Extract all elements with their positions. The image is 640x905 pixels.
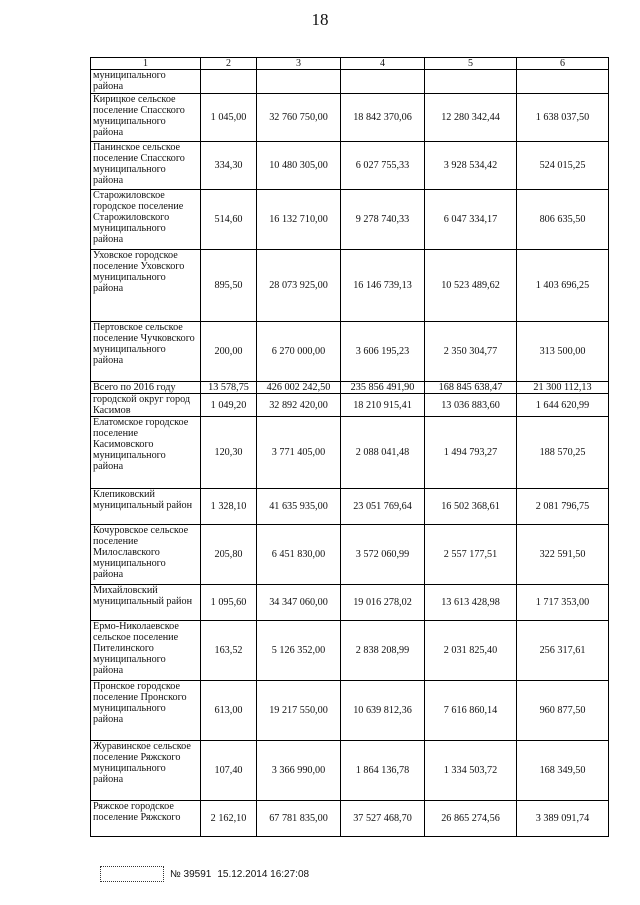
total-amount-cell: 34 347 060,00 [257,585,341,621]
row-name-cell: Журавинское сельское поселение Ряжского муниципального района [91,741,201,801]
area-cell: 205,80 [201,525,257,585]
region-amount-cell: 1 334 503,72 [425,741,517,801]
table-row [91,585,609,621]
area-cell: 334,30 [201,142,257,190]
fund-amount-cell: 3 606 195,23 [341,322,425,382]
region-amount-cell: 12 280 342,44 [425,94,517,142]
fund-amount-cell: 2 838 208,99 [341,621,425,681]
region-amount-cell: 3 928 534,42 [425,142,517,190]
area-cell: 120,30 [201,417,257,489]
local-amount-cell: 21 300 112,13 [517,382,609,394]
total-amount-cell: 426 002 242,50 [257,382,341,394]
row-name-cell: Ряжское городское поселение Ряжского [91,801,201,837]
region-amount-cell: 10 523 489,62 [425,250,517,322]
area-cell: 1 095,60 [201,585,257,621]
row-name-cell: Ермо-Николаевское сельское поселение Пителинского муниципального района [91,621,201,681]
region-amount-cell: 2 031 825,40 [425,621,517,681]
table-row [91,525,609,585]
fund-amount-cell [341,70,425,94]
table-row [91,94,609,142]
area-cell [201,70,257,94]
row-name-cell: Пертовское сельское поселение Чучковского муниципального района [91,322,201,382]
row-name-cell: Старожиловское городское поселение Старожиловского муниципального района [91,190,201,250]
fund-amount-cell: 2 088 041,48 [341,417,425,489]
local-amount-cell: 3 389 091,74 [517,801,609,837]
area-cell: 2 162,10 [201,801,257,837]
table-row [91,621,609,681]
row-name-cell: муниципального района [91,70,201,94]
area-cell: 514,60 [201,190,257,250]
region-amount-cell: 6 047 334,17 [425,190,517,250]
column-header: 6 [517,58,609,70]
table-row [91,142,609,190]
area-cell: 200,00 [201,322,257,382]
row-name-cell: Клепиковский муниципальный район [91,489,201,525]
fund-amount-cell: 3 572 060,99 [341,525,425,585]
total-amount-cell: 3 771 405,00 [257,417,341,489]
local-amount-cell: 1 644 620,99 [517,394,609,417]
local-amount-cell: 2 081 796,75 [517,489,609,525]
table-row [91,190,609,250]
local-amount-cell: 1 403 696,25 [517,250,609,322]
local-amount-cell: 168 349,50 [517,741,609,801]
registry-stamp-logo [100,866,164,882]
total-amount-cell: 16 132 710,00 [257,190,341,250]
total-amount-cell: 41 635 935,00 [257,489,341,525]
column-header: 5 [425,58,517,70]
total-amount-cell: 6 451 830,00 [257,525,341,585]
total-amount-cell: 19 217 550,00 [257,681,341,741]
local-amount-cell: 1 638 037,50 [517,94,609,142]
region-amount-cell: 13 036 883,60 [425,394,517,417]
area-cell: 1 328,10 [201,489,257,525]
region-amount-cell: 13 613 428,98 [425,585,517,621]
table-row [91,70,609,94]
region-amount-cell: 7 616 860,14 [425,681,517,741]
page-number: 18 [311,10,329,29]
fund-amount-cell: 19 016 278,02 [341,585,425,621]
local-amount-cell: 188 570,25 [517,417,609,489]
table-row [91,394,609,417]
local-amount-cell: 806 635,50 [517,190,609,250]
area-cell: 613,00 [201,681,257,741]
document-timestamp: 15.12.2014 16:27:08 [217,868,310,880]
local-amount-cell: 960 877,50 [517,681,609,741]
region-amount-cell: 2 557 177,51 [425,525,517,585]
row-name-cell: Михайловский муниципальный район [91,585,201,621]
fund-amount-cell: 23 051 769,64 [341,489,425,525]
row-name-cell: городской округ город Касимов [91,394,201,417]
area-cell: 895,50 [201,250,257,322]
region-amount-cell: 2 350 304,77 [425,322,517,382]
column-header: 2 [201,58,257,70]
total-amount-cell: 67 781 835,00 [257,801,341,837]
total-amount-cell: 32 760 750,00 [257,94,341,142]
row-name-cell: Всего по 2016 году [91,382,201,394]
fund-amount-cell: 18 842 370,06 [341,94,425,142]
table-row [91,681,609,741]
fund-amount-cell: 18 210 915,41 [341,394,425,417]
table-row [91,382,609,394]
fund-amount-cell: 6 027 755,33 [341,142,425,190]
row-name-cell: Елатомское городское поселение Касимовского муниципального района [91,417,201,489]
fund-amount-cell: 10 639 812,36 [341,681,425,741]
total-amount-cell: 10 480 305,00 [257,142,341,190]
local-amount-cell: 1 717 353,00 [517,585,609,621]
area-cell: 163,52 [201,621,257,681]
region-amount-cell: 26 865 274,56 [425,801,517,837]
table-row [91,250,609,322]
row-name-cell: Кочуровское сельское поселение Милославского муниципального района [91,525,201,585]
area-cell: 13 578,75 [201,382,257,394]
total-amount-cell: 6 270 000,00 [257,322,341,382]
total-amount-cell: 5 126 352,00 [257,621,341,681]
total-amount-cell: 32 892 420,00 [257,394,341,417]
fund-amount-cell: 1 864 136,78 [341,741,425,801]
area-cell: 1 049,20 [201,394,257,417]
total-amount-cell [257,70,341,94]
fund-amount-cell: 235 856 491,90 [341,382,425,394]
document-footer [100,866,309,882]
table-row [91,741,609,801]
row-name-cell: Кирицкое сельское поселение Спасского муниципального района [91,94,201,142]
allocation-table [90,57,609,837]
fund-amount-cell: 16 146 739,13 [341,250,425,322]
row-name-cell: Пронское городское поселение Пронского муниципального района [91,681,201,741]
column-header: 4 [341,58,425,70]
region-amount-cell: 1 494 793,27 [425,417,517,489]
fund-amount-cell: 9 278 740,33 [341,190,425,250]
region-amount-cell: 168 845 638,47 [425,382,517,394]
fund-amount-cell: 37 527 468,70 [341,801,425,837]
local-amount-cell [517,70,609,94]
table-row [91,417,609,489]
column-header: 3 [257,58,341,70]
region-amount-cell [425,70,517,94]
document-number: № 39591 [170,868,212,880]
header-row [91,58,609,70]
table-row [91,322,609,382]
area-cell: 1 045,00 [201,94,257,142]
table-row [91,489,609,525]
local-amount-cell: 322 591,50 [517,525,609,585]
row-name-cell: Уховское городское поселение Уховского муниципального района [91,250,201,322]
total-amount-cell: 3 366 990,00 [257,741,341,801]
area-cell: 107,40 [201,741,257,801]
total-amount-cell: 28 073 925,00 [257,250,341,322]
local-amount-cell: 313 500,00 [517,322,609,382]
local-amount-cell: 524 015,25 [517,142,609,190]
region-amount-cell: 16 502 368,61 [425,489,517,525]
table-row [91,801,609,837]
row-name-cell: Панинское сельское поселение Спасского муниципального района [91,142,201,190]
local-amount-cell: 256 317,61 [517,621,609,681]
column-header: 1 [91,58,201,70]
